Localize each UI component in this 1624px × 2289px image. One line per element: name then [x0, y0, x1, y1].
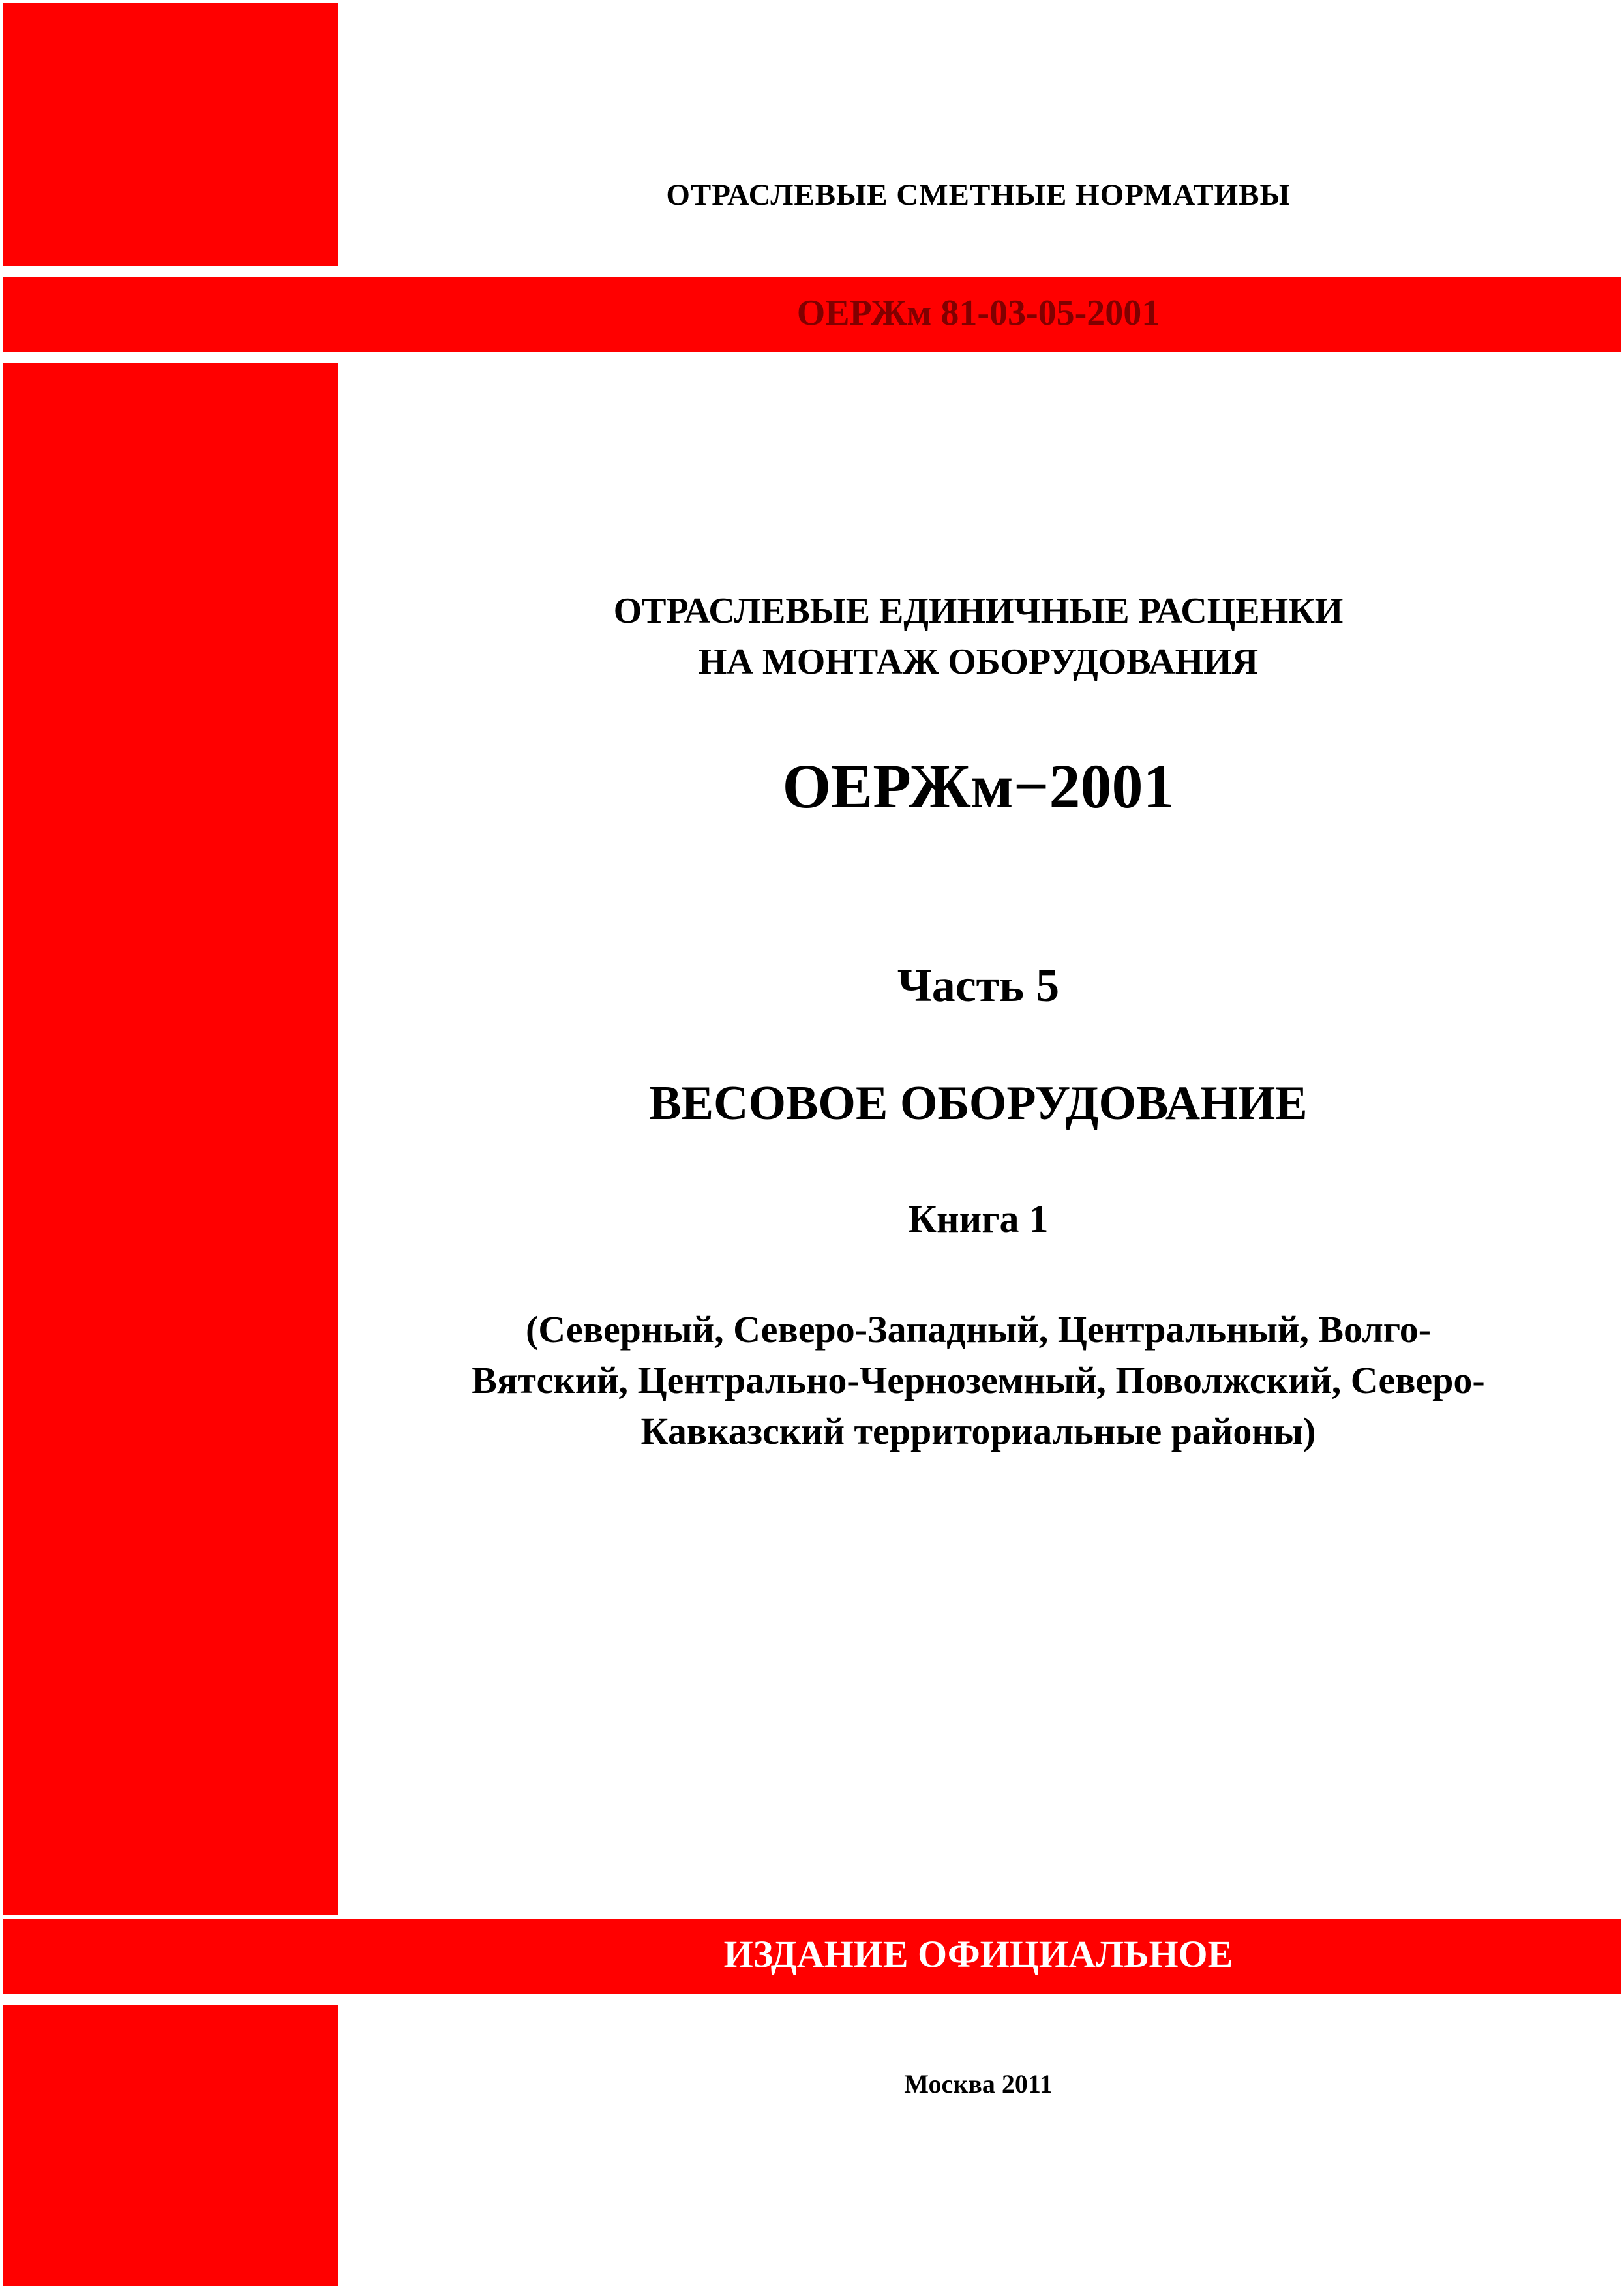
code-banner-text: ОЕРЖм 81-03-05-2001 [796, 293, 1160, 333]
part-number: Часть 5 [897, 959, 1060, 1011]
regions-description [444, 1304, 1513, 1457]
series-title: ОТРАСЛЕВЫЕ СМЕТНЫЕ НОРМАТИВЫ [666, 178, 1291, 212]
main-title-line-2: НА МОНТАЖ ОБОРУДОВАНИЯ [698, 642, 1259, 682]
document-code: ОЕРЖм−2001 [782, 751, 1175, 821]
regions-line-2: Вятский, Центрально-Черноземный, Поволжский, Северо- [472, 1359, 1485, 1401]
left-red-strip-middle [3, 363, 338, 1915]
regions-line-3: Кавказский территориальные районы) [640, 1410, 1316, 1452]
left-red-strip-top [3, 3, 338, 266]
section-title: ВЕСОВОЕ ОБОРУДОВАНИЕ [649, 1077, 1308, 1130]
official-banner-text: ИЗДАНИЕ ОФИЦИАЛЬНОЕ [723, 1933, 1233, 1975]
main-title-line-1: ОТРАСЛЕВЫЕ ЕДИНИЧНЫЕ РАСЦЕНКИ [613, 591, 1344, 631]
left-red-strip-bottom [3, 2005, 338, 2286]
city-year: Москва 2011 [904, 2069, 1053, 2099]
regions-line-1: (Северный, Северо-Западный, Центральный, Волго- [525, 1308, 1432, 1351]
book-number: Книга 1 [908, 1197, 1049, 1240]
